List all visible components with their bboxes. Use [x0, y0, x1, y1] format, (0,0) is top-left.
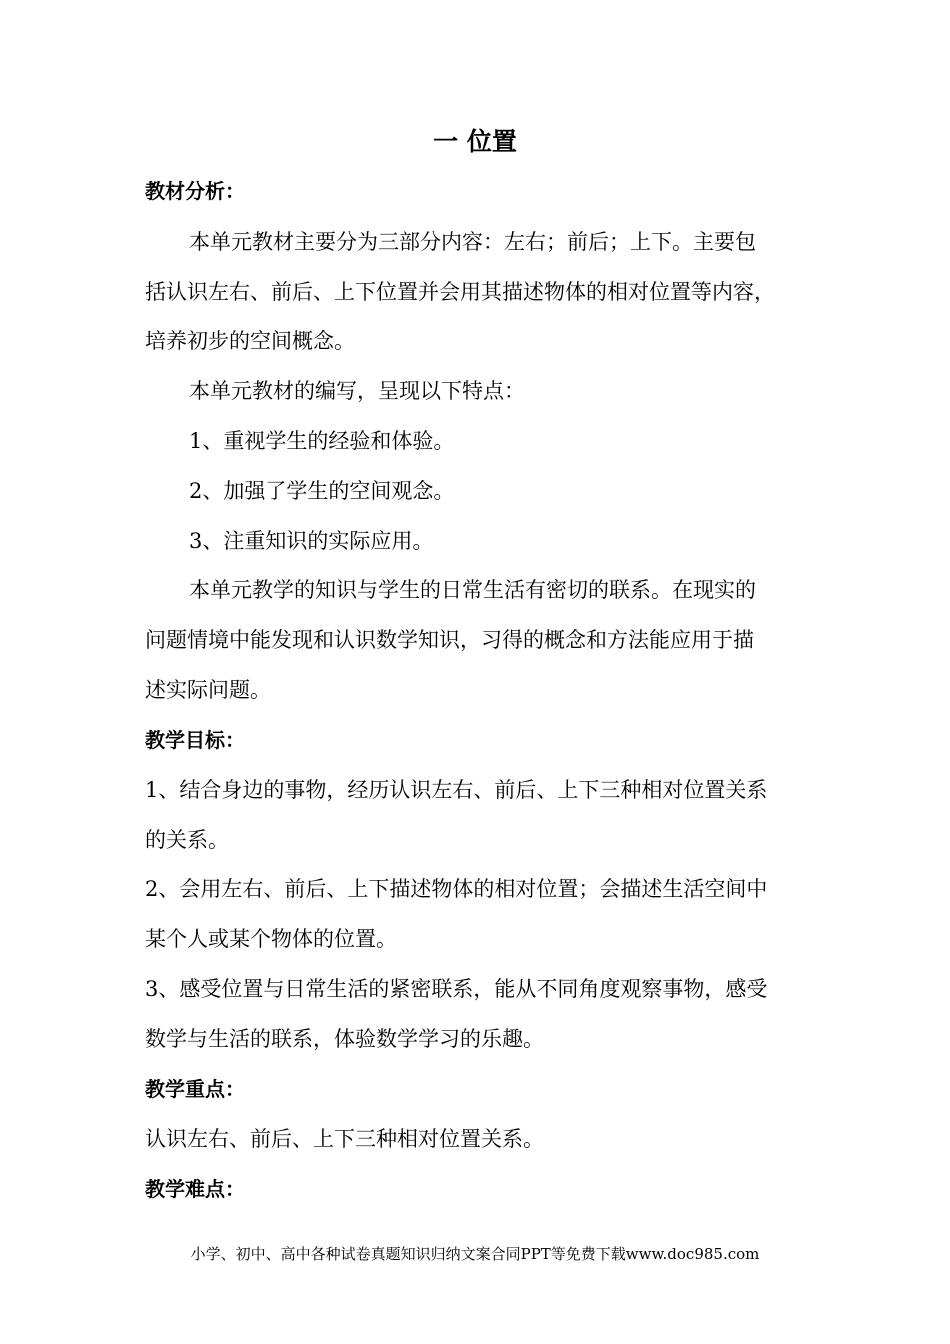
goal-3-line-1: 3、感受位置与日常生活的紧密联系，能从不同角度观察事物，感受: [145, 977, 768, 1001]
goal-1-line-1: 1、结合身边的事物，经历认识左右、前后、上下三种相对位置关系: [145, 778, 768, 802]
keypoints-text: 认识左右、前后、上下三种相对位置关系。: [145, 1127, 544, 1151]
analysis-paragraph-3-line-1: 本单元教学的知识与学生的日常生活有密切的联系。在现实的: [189, 578, 756, 602]
feature-item-2: 2、加强了学生的空间观念。: [189, 479, 455, 503]
analysis-paragraph-1-line-3: 培养初步的空间概念。: [145, 329, 355, 353]
page-footer: 小学、初中、高中各种试卷真题知识归纳文案合同PPT等免费下载www.doc985.com: [190, 1245, 760, 1263]
goal-2-line-2: 某个人或某个物体的位置。: [145, 927, 397, 951]
goal-3-line-2: 数学与生活的联系，体验数学学习的乐趣。: [145, 1027, 544, 1051]
analysis-paragraph-2: 本单元教材的编写，呈现以下特点：: [189, 379, 525, 403]
analysis-paragraph-3-line-2: 问题情境中能发现和认识数学知识，习得的概念和方法能应用于描: [145, 628, 754, 652]
analysis-paragraph-3-line-3: 述实际问题。: [145, 678, 271, 702]
goal-1-line-2: 的关系。: [145, 828, 229, 852]
feature-item-3: 3、注重知识的实际应用。: [189, 529, 434, 553]
analysis-paragraph-1-line-1: 本单元教材主要分为三部分内容：左右；前后；上下。主要包: [189, 230, 756, 254]
section-heading-analysis: 教材分析：: [145, 179, 245, 203]
feature-item-1: 1、重视学生的经验和体验。: [189, 429, 455, 453]
section-heading-difficulties: 教学难点：: [145, 1177, 245, 1201]
goal-2-line-1: 2、会用左右、前后、上下描述物体的相对位置；会描述生活空间中: [145, 877, 768, 901]
analysis-paragraph-1-line-2: 括认识左右、前后、上下位置并会用其描述物体的相对位置等内容，: [145, 280, 775, 304]
section-heading-keypoints: 教学重点：: [145, 1077, 245, 1101]
page-title: 一 位置: [433, 127, 517, 156]
section-heading-goals: 教学目标：: [145, 728, 245, 752]
